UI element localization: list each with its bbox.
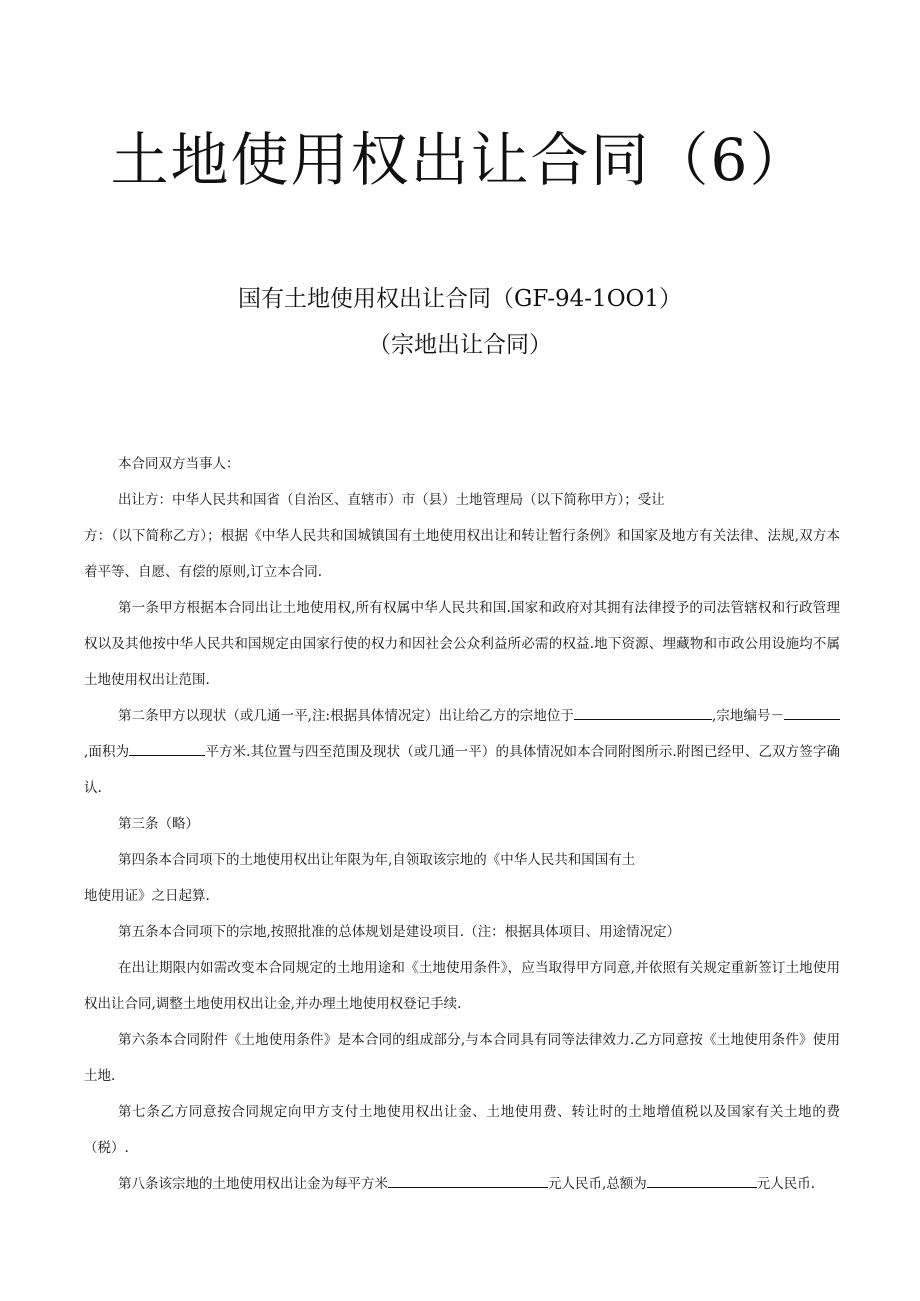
article-8-text-c: 元人民币.	[756, 1176, 816, 1192]
area-blank	[129, 741, 205, 756]
paragraph-article-1: 第一条甲方根据本合同出让土地使用权,所有权属中华人民共和国.国家和政府对其拥有法律授予的司法管辖权和行政管理权以及其他按中华人民共和国规定由国家行使的权力和因社会公众利益所必需的权益.地下资源、埋藏物和市政公用设施均不属土地使用权出让范围.	[84, 600, 840, 688]
contract-body	[84, 446, 840, 1202]
paragraph-article-7: 第七条乙方同意按合同规定向甲方支付土地使用权出让金、土地使用费、转让时的土地增值税以及国家有关土地的费（税）.	[84, 1104, 840, 1156]
article-2-text-b: ,宗地编号－	[711, 708, 784, 724]
paragraph-grantee: 方：（以下简称乙方）；根据《中华人民共和国城镇国有土地使用权出让和转让暂行条例》和国家及地方有关法律、法规,双方本着平等、自愿、有偿的原则,订立本合同.	[84, 528, 840, 580]
article-2-text-c: ,面积为	[84, 744, 130, 760]
article-8-text-b: 元人民币,总额为	[548, 1176, 647, 1192]
paragraph-article-5: 第五条本合同项下的宗地,按照批准的总体规划是建设项目.（注：根据具体项目、用途情况定）	[118, 924, 681, 940]
article-8-text-a: 第八条该宗地的土地使用权出让金为每平方米	[118, 1176, 388, 1192]
paragraph-article-3: 第三条（略）	[118, 816, 199, 832]
document-subtitle-2: （宗地出让合同）	[368, 332, 552, 358]
paragraph-land-use-change: 在出让期限内如需改变本合同规定的土地用途和《土地使用条件》，应当取得甲方同意,并依照有关规定重新签订土地使用权出让合同,调整土地使用权出让金,并办理土地使用权登记手续.	[84, 960, 840, 1012]
paragraph-article-8	[84, 1166, 840, 1202]
total-amount-blank	[647, 1173, 757, 1188]
unit-price-blank	[388, 1173, 548, 1188]
paragraph-parties: 本合同双方当事人：	[118, 456, 240, 472]
parcel-code-blank	[800, 705, 840, 720]
paragraph-article-4: 第四条本合同项下的土地使用权出让年限为年,自领取该宗地的《中华人民共和国国有土	[118, 852, 636, 868]
paragraph-grantor: 出让方：中华人民共和国省（自治区、直辖市）市（县）土地管理局（以下简称甲方）；受让	[118, 492, 665, 508]
article-2-text-d: 平方米.其位置与四至范围及现状（或几通一平）的具体情况如本合同附图所示.附图已经甲、乙双方签字确认.	[84, 744, 840, 796]
document-title: 土地使用权出让合同（6）	[110, 126, 810, 194]
document-subtitle: 国有土地使用权出让合同（GF-94-1OO1）	[237, 286, 683, 312]
article-2-text-a: 第二条甲方以现状（或几通一平,注:根据具体情况定）出让给乙方的宗地位于	[118, 708, 574, 724]
parcel-code-blank-tail	[784, 705, 800, 720]
location-blank	[574, 705, 712, 720]
paragraph-article-4-cont: 地使用证》之日起算.	[84, 888, 210, 904]
paragraph-article-6: 第六条本合同附件《土地使用条件》是本合同的组成部分,与本合同具有同等法律效力.乙方同意按《土地使用条件》使用土地.	[84, 1032, 840, 1084]
paragraph-article-2	[84, 698, 840, 806]
